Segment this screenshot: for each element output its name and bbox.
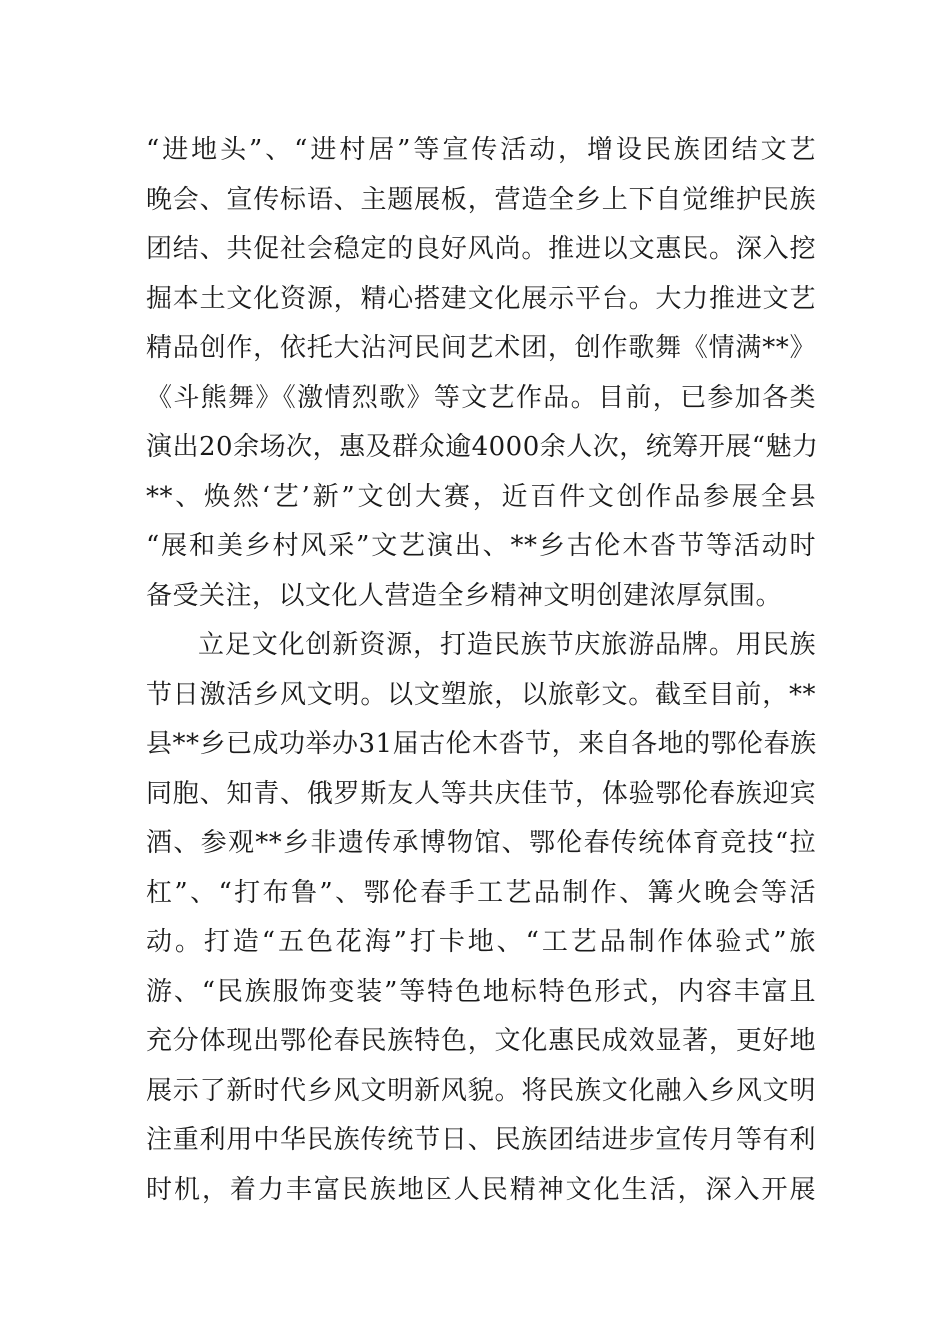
text-line: 注重利用中华民族传统节日、民族团结进步宣传月等有利 [146, 1125, 816, 1155]
text-line: 充分体现出鄂伦春民族特色，文化惠民成效显著，更好地 [146, 1026, 816, 1056]
text-line: 备受关注，以文化人营造全乡精神文明创建浓厚氛围。 [146, 580, 783, 611]
text-line: 同胞、知青、俄罗斯友人等共庆佳节，体验鄂伦春族迎宾 [146, 778, 816, 809]
text-line: 杠”、“打布鲁”、鄂伦春手工艺品制作、篝火晚会等活 [146, 877, 816, 908]
text-line: 精品创作，依托大沾河民间艺术团，创作歌舞《情满**》 [146, 333, 816, 363]
text-line: 展示了新时代乡风文明新风貌。将民族文化融入乡风文明 [146, 1075, 816, 1106]
text-line: 节日激活乡风文明。以文塑旅，以旅彰文。截至目前，** [146, 679, 816, 710]
text-line: 晚会、宣传标语、主题展板，营造全乡上下自觉维护民族 [146, 184, 816, 215]
text-line: 县**乡已成功举办31届古伦木沓节，来自各地的鄂伦春族 [146, 729, 817, 759]
text-line: 立足文化创新资源，打造民族节庆旅游品牌。用民族 [198, 630, 816, 660]
text-line: “进地头”、“进村居”等宣传活动，增设民族团结文艺 [146, 135, 816, 165]
text-line: 团结、共促社会稳定的良好风尚。推进以文惠民。深入挖 [146, 234, 816, 264]
text-line: 掘本土文化资源，精心搭建文化展示平台。大力推进文艺 [146, 283, 816, 314]
text-line: **、焕然‘艺’新”文创大赛，近百件文创作品参展全县 [146, 481, 816, 512]
text-line: 时机，着力丰富民族地区人民精神文化生活，深入开展 [146, 1174, 816, 1205]
body-text [146, 126, 819, 1215]
text-line: 《斗熊舞》《激情烈歌》等文艺作品。目前，已参加各类 [146, 382, 816, 413]
text-line: 游、“民族服饰变装”等特色地标特色形式，内容丰富且 [146, 976, 816, 1007]
text-line: “展和美乡村风采”文艺演出、**乡古伦木沓节等活动时 [146, 531, 816, 561]
text-line: 动。打造“五色花海”打卡地、“工艺品制作体验式”旅 [146, 927, 816, 957]
text-line: 酒、参观**乡非遗传承博物馆、鄂伦春传统体育竞技“拉 [146, 828, 816, 858]
text-line: 演出20余场次，惠及群众逾4000余人次，统筹开展“魅力 [146, 432, 819, 462]
